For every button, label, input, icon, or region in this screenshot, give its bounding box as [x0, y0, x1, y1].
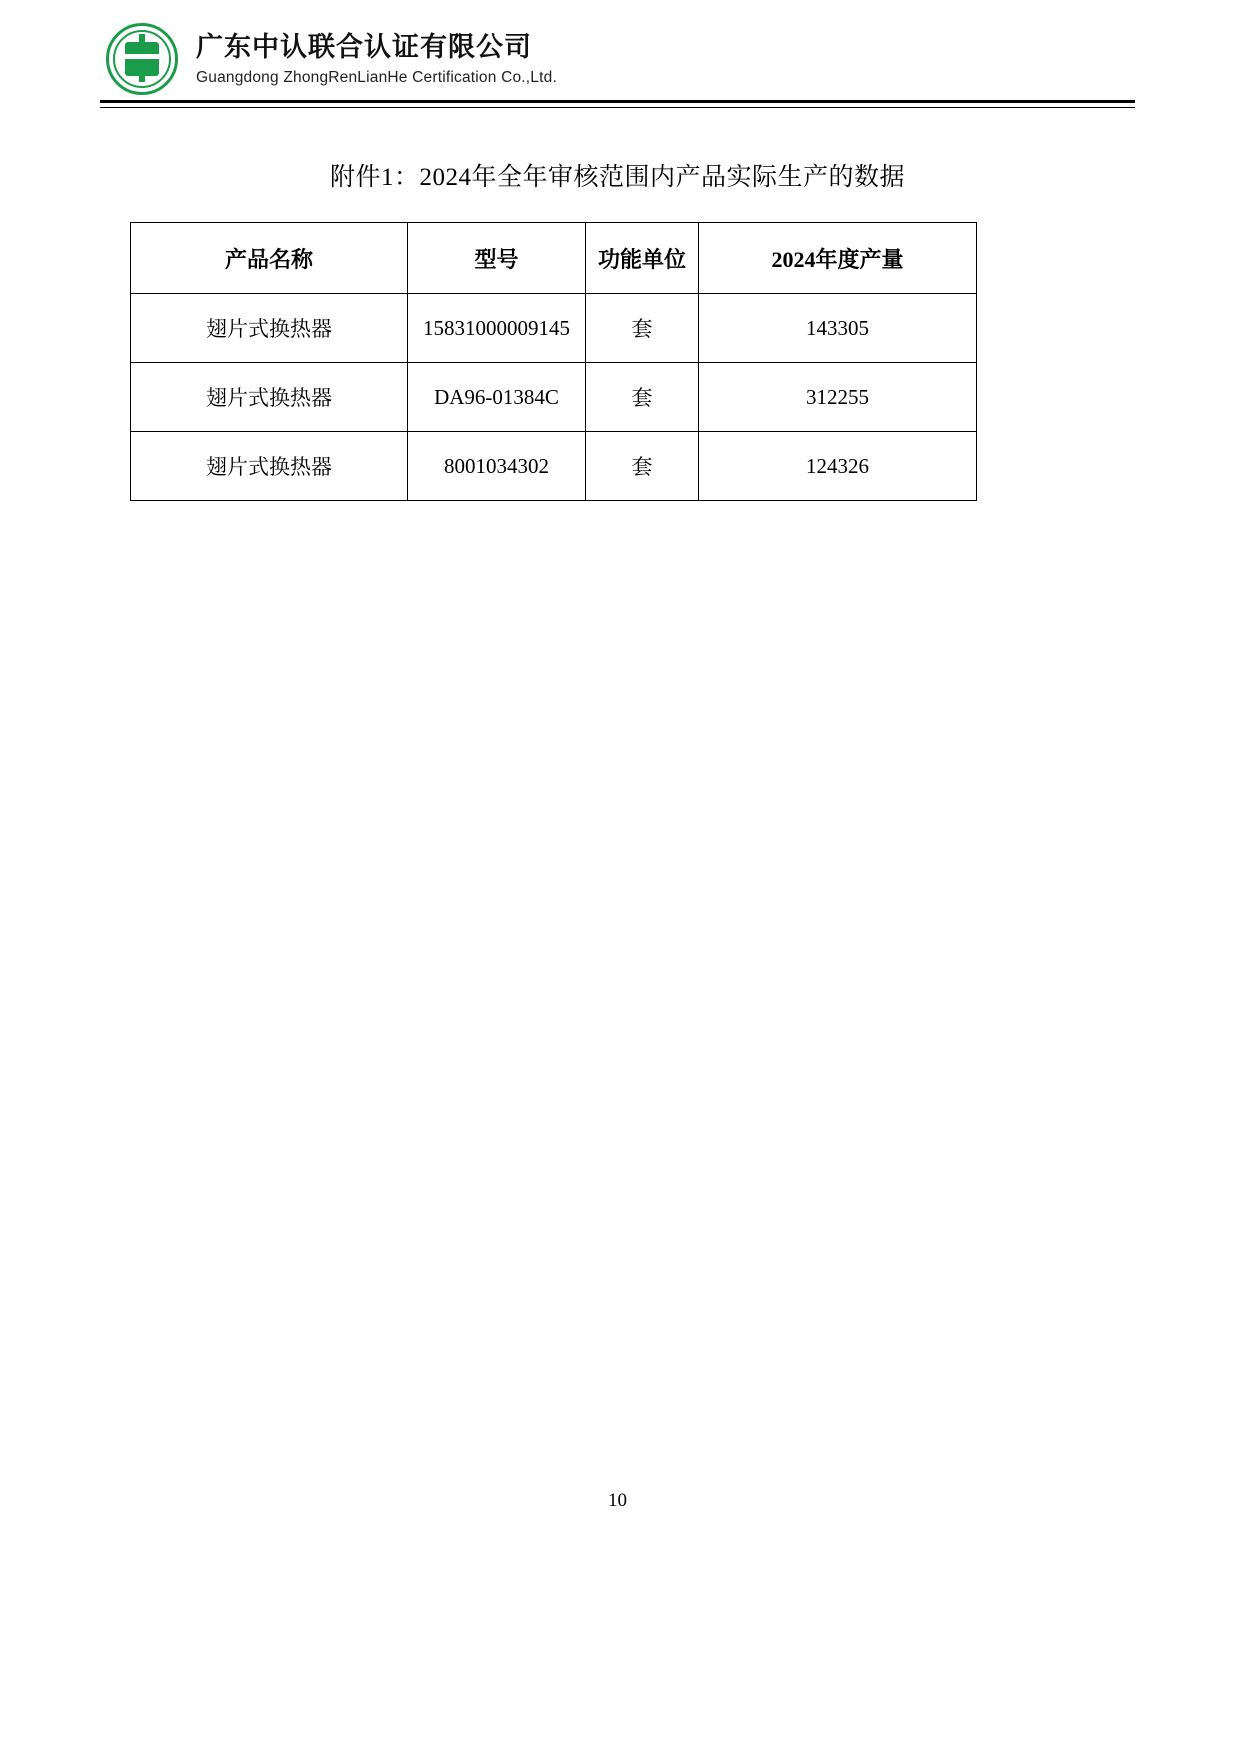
column-header-product-name: 产品名称	[131, 223, 408, 294]
company-name-en: Guangdong ZhongRenLianHe Certification Co.,Ltd.	[196, 69, 557, 87]
production-data-table-wrapper	[130, 222, 972, 501]
page-number: 10	[608, 1490, 627, 1511]
table-row	[131, 363, 977, 432]
company-name-cn: 广东中认联合认证有限公司	[196, 31, 532, 62]
page-title: 附件1：2024年全年审核范围内产品实际生产的数据	[329, 164, 905, 191]
cell-functional-unit: 套	[586, 432, 699, 501]
table-header-row	[131, 223, 977, 294]
cell-annual-output: 143305	[699, 294, 977, 363]
cell-functional-unit: 套	[586, 294, 699, 363]
cell-product-name: 翅片式换热器	[131, 294, 408, 363]
cell-product-name: 翅片式换热器	[131, 363, 408, 432]
header-rule-thick	[100, 100, 1135, 103]
table-row	[131, 294, 977, 363]
cell-annual-output: 312255	[699, 363, 977, 432]
column-header-functional-unit: 功能单位	[586, 223, 699, 294]
header-rule-thin	[100, 107, 1135, 108]
production-data-table	[130, 222, 977, 501]
cell-model: 8001034302	[408, 432, 586, 501]
certification-seal-icon	[106, 23, 178, 95]
company-identity	[196, 31, 557, 87]
table-row	[131, 432, 977, 501]
cell-product-name: 翅片式换热器	[131, 432, 408, 501]
cell-functional-unit: 套	[586, 363, 699, 432]
column-header-annual-output: 2024年度产量	[699, 223, 977, 294]
cell-model: 15831000009145	[408, 294, 586, 363]
cell-annual-output: 124326	[699, 432, 977, 501]
column-header-model: 型号	[408, 223, 586, 294]
cell-model: DA96-01384C	[408, 363, 586, 432]
document-header	[100, 18, 1135, 100]
